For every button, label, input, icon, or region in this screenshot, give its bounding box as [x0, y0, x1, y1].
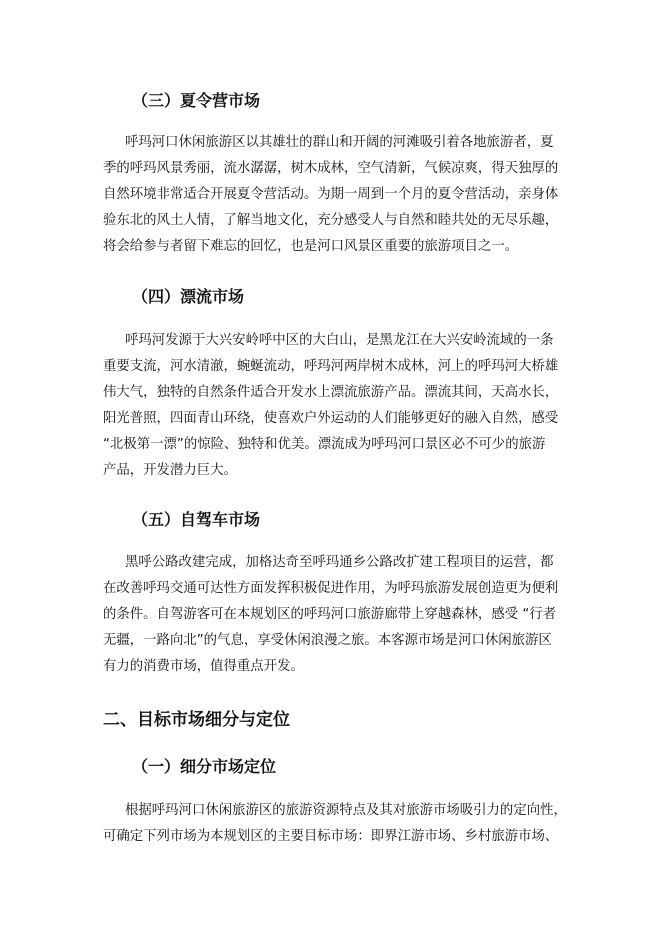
paragraph-line: 无疆，一路向北”的气息，享受休闲浪漫之旅。本客源市场是河口休闲旅游区 — [103, 633, 552, 648]
paragraph-line: 呼玛河口休闲旅游区以其雄壮的群山和开阔的河滩吸引着各地旅游者，夏 — [125, 135, 554, 150]
paragraph-line: 产品，开发潜力巨大。 — [103, 463, 237, 478]
chapter-heading-target-market: 二、目标市场细分与定位 — [103, 710, 290, 730]
section-heading-summer-camp: （三）夏令营市场 — [132, 91, 261, 110]
paragraph-line: 重要支流，河水清澈，蜿蜒流动，呼玛河两岸树木成林，河上的呼玛河大桥雄 — [103, 359, 559, 374]
paragraph-line: “北极第一漂”的惊险、独特和优美。漂流成为呼玛河口景区必不可少的旅游 — [103, 437, 546, 452]
paragraph-line: 将会给参与者留下难忘的回忆，也是河口风景区重要的旅游项目之一。 — [103, 239, 519, 254]
paragraph-line: 自然环境非常适合开展夏令营活动。为期一周到一个月的夏令营活动，亲身体 — [103, 187, 559, 202]
paragraph-line: 在改善呼玛交通可达性方面发挥积极促进作用，为呼玛旅游发展创造更为便利 — [103, 581, 559, 596]
paragraph-line: 呼玛河发源于大兴安岭呼中区的大白山，是黑龙江在大兴安岭流域的一条 — [125, 333, 554, 348]
paragraph-line: 验东北的风土人情，了解当地文化，充分感受人与自然和睦共处的无尽乐趣， — [103, 213, 559, 228]
paragraph-line: 伟大气，独特的自然条件适合开发水上漂流旅游产品。漂流其间，天高水长， — [103, 385, 559, 400]
section-heading-segment-positioning: （一）细分市场定位 — [132, 757, 277, 776]
paragraph-line: 黑呼公路改建完成，加格达奇至呼玛通乡公路改扩建工程项目的运营，都 — [125, 555, 554, 570]
section-heading-self-drive: （五）自驾车市场 — [132, 510, 261, 529]
section-heading-rafting: （四）漂流市场 — [132, 287, 245, 306]
paragraph-line: 可确定下列市场为本规划区的主要目标市场：即界江游市场、乡村旅游市场、 — [103, 829, 559, 844]
paragraph-line: 根据呼玛河口休闲旅游区的旅游资源特点及其对旅游市场吸引力的定向性， — [125, 803, 567, 818]
paragraph-line: 有力的消费市场，值得重点开发。 — [103, 659, 304, 674]
paragraph-line: 的条件。自驾游客可在本规划区的呼玛河口旅游廊带上穿越森林，感受 “行者 — [103, 607, 557, 622]
paragraph-line: 季的呼玛风景秀丽，流水潺潺，树木成林，空气清新，气候凉爽，得天独厚的 — [103, 161, 559, 176]
paragraph-line: 阳光普照，四面青山环绕，使喜欢户外运动的人们能够更好的融入自然，感受 — [103, 411, 559, 426]
